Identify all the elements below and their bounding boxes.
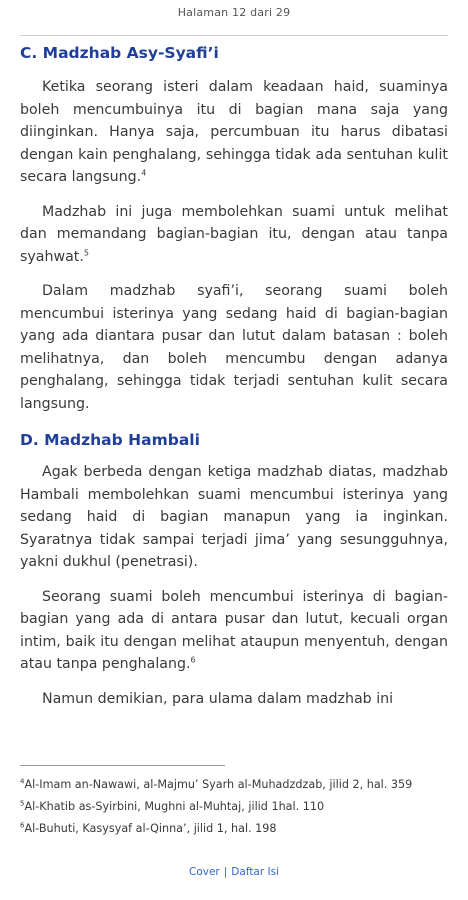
footnote-ref: 6 [190, 655, 196, 665]
section-heading: C. Madzhab Asy-Syafi’i [20, 44, 219, 62]
footnote-item: $^6$Al-Buhuti, Kasysyaf al-Qinna’, jilid 1, hal. 198 [20, 821, 277, 835]
table-of-contents-link[interactable]: Daftar Isi [231, 866, 280, 878]
paragraph: Namun demikian, para ulama dalam madzhab ini [42, 690, 394, 707]
footnotes [20, 765, 448, 842]
page-footer-nav [0, 866, 468, 878]
footnote-item: $^4$Al-Imam an-Nawawi, al-Majmu’ Syarh al-Muhadzdzab, jilid 2, hal. 359 [20, 777, 413, 791]
nav-separator: | [223, 866, 228, 878]
footnote-item: $^5$Al-Khatib as-Syirbini, Mughni al-Muhtaj, jilid 1hal. 110 [20, 799, 325, 813]
paragraph: Madzhab ini juga membolehkan suami untuk melihat dan memandang bagian-bagian itu, dengan atau tanpa syahwat.$^5$ [20, 203, 448, 265]
paragraph: Seorang suami boleh mencumbui isterinya di bagian-bagian yang ada di antara pusar dan lutut, kecuali organ intim, baik itu dengan melihat ataupun menyentuh, dengan atau tanpa penghalang.$^6$ [20, 588, 448, 672]
page-content [20, 38, 448, 722]
paragraph: Agak berbeda dengan ketiga madzhab diatas, madzhab Hambali membolehkan suami mencumbui isterinya yang sedang haid di bagian manapun yang ia inginkan. Syaratnya tidak sampai terjadi jima’ yang sesungguhnya, yakni dukhul (penetrasi). [20, 464, 448, 570]
footnote-ref: 4 [141, 168, 147, 178]
paragraph: Ketika seorang isteri dalam keadaan haid, suaminya boleh mencumbuinya itu di bagian mana saja yang diinginkan. Hanya saja, percumbuan itu harus dibatasi dengan kain penghalang, sehingga tidak ada sentuhan kulit secara langsung.$^4$ [20, 79, 448, 185]
section-madzhab-hambali [20, 429, 448, 710]
cover-link[interactable]: Cover [188, 866, 220, 878]
page-indicator: Halaman 12 dari 29 [177, 6, 291, 19]
section-heading: D. Madzhab Hambali [20, 431, 200, 449]
header-divider [20, 35, 448, 36]
paragraph: Dalam madzhab syafi’i, seorang suami boleh mencumbui isterinya yang sedang haid di bagian-bagian yang ada diantara pusar dan lutut dalam batasan : boleh melihatnya, dan boleh mencumbu dengan adanya penghalang, sehingga tidak terjadi sentuhan kulit secara langsung. [20, 283, 448, 412]
footnote-divider [20, 765, 225, 766]
section-madzhab-syafii [20, 42, 448, 415]
footnote-ref: 5 [83, 247, 89, 257]
